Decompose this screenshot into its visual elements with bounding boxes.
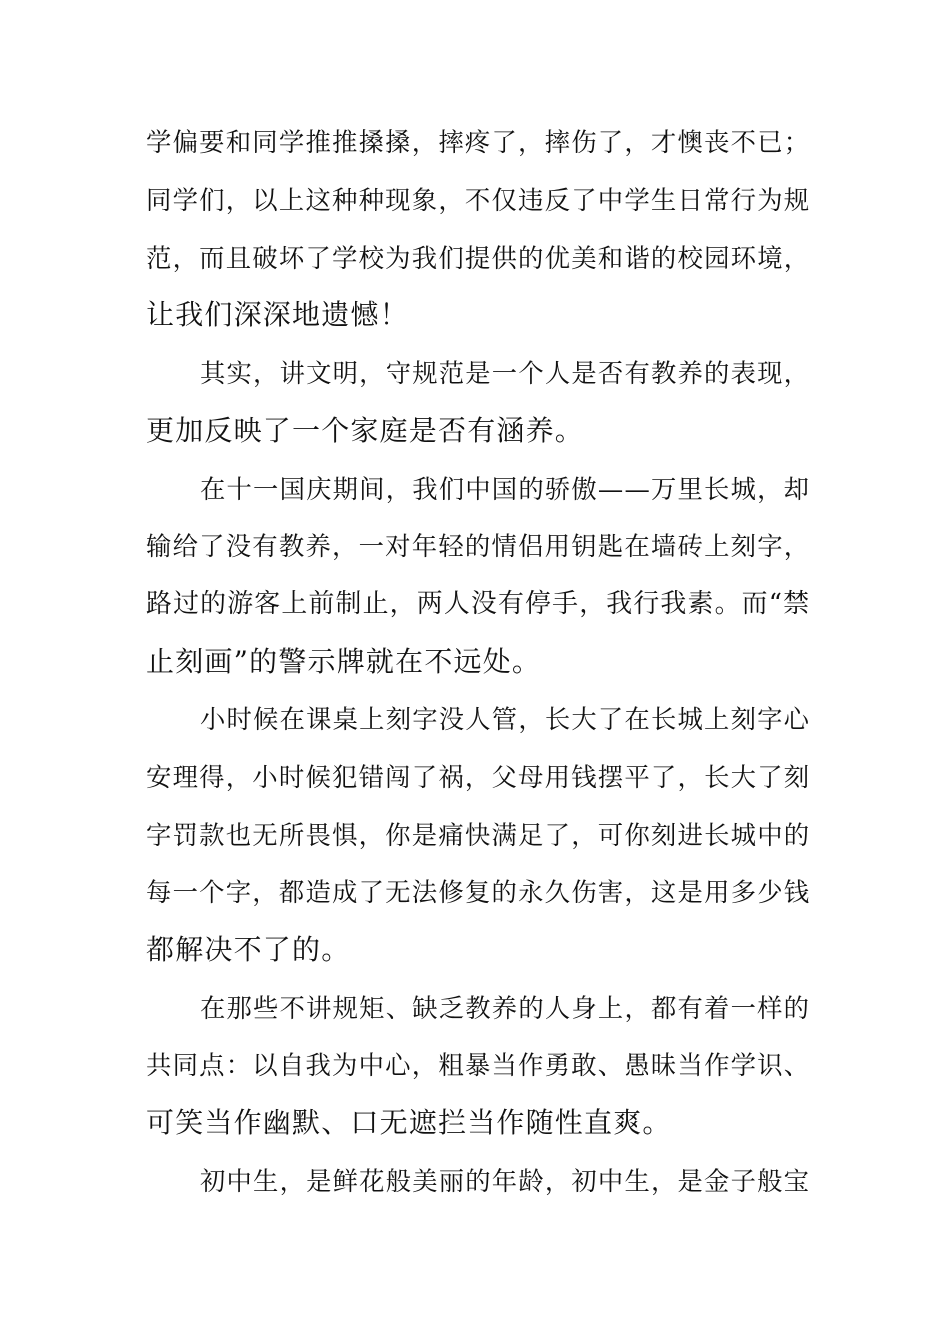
paragraph-first-line: 其实，讲文明，守规范是一个人是否有教养的表现， (200, 358, 811, 388)
text-line: 更加反映了一个家庭是否有涵养。 (146, 414, 585, 447)
text-line: 学偏要和同学推推搡搡，摔疼了，摔伤了，才懊丧不已； (146, 127, 811, 157)
text-line: 每一个字，都造成了无法修复的永久伤害，这是用多少钱 (146, 877, 811, 907)
text-line: 安理得，小时候犯错闯了祸，父母用钱摆平了，长大了刻 (146, 762, 811, 792)
text-line: 范，而且破坏了学校为我们提供的优美和谐的校园环境， (146, 243, 811, 273)
paragraph-first-line: 在十一国庆期间，我们中国的骄傲——万里长城，却 (200, 474, 811, 504)
text-line: 都解决不了的。 (146, 933, 351, 966)
paragraph-first-line: 初中生，是鲜花般美丽的年龄，初中生，是金子般宝 (200, 1166, 811, 1196)
text-line: 共同点：以自我为中心，粗暴当作勇敢、愚昧当作学识、 (146, 1050, 811, 1080)
text-line: 让我们深深地遗憾！ (146, 298, 409, 331)
paragraph-first-line: 在那些不讲规矩、缺乏教养的人身上，都有着一样的 (200, 993, 811, 1023)
text-line: 可笑当作幽默、口无遮拦当作随性直爽。 (146, 1106, 672, 1139)
text-line: 同学们，以上这种种现象，不仅违反了中学生日常行为规 (146, 185, 811, 215)
text-line: 路过的游客上前制止，两人没有停手，我行我素。而“禁 (146, 589, 811, 619)
text-line: 输给了没有教养，一对年轻的情侣用钥匙在墙砖上刻字， (146, 531, 811, 561)
text-line: 字罚款也无所畏惧，你是痛快满足了，可你刻进长城中的 (146, 820, 811, 850)
paragraph-first-line: 小时候在课桌上刻字没人管，长大了在长城上刻字心 (200, 704, 811, 734)
text-line: 止刻画”的警示牌就在不远处。 (146, 645, 542, 678)
